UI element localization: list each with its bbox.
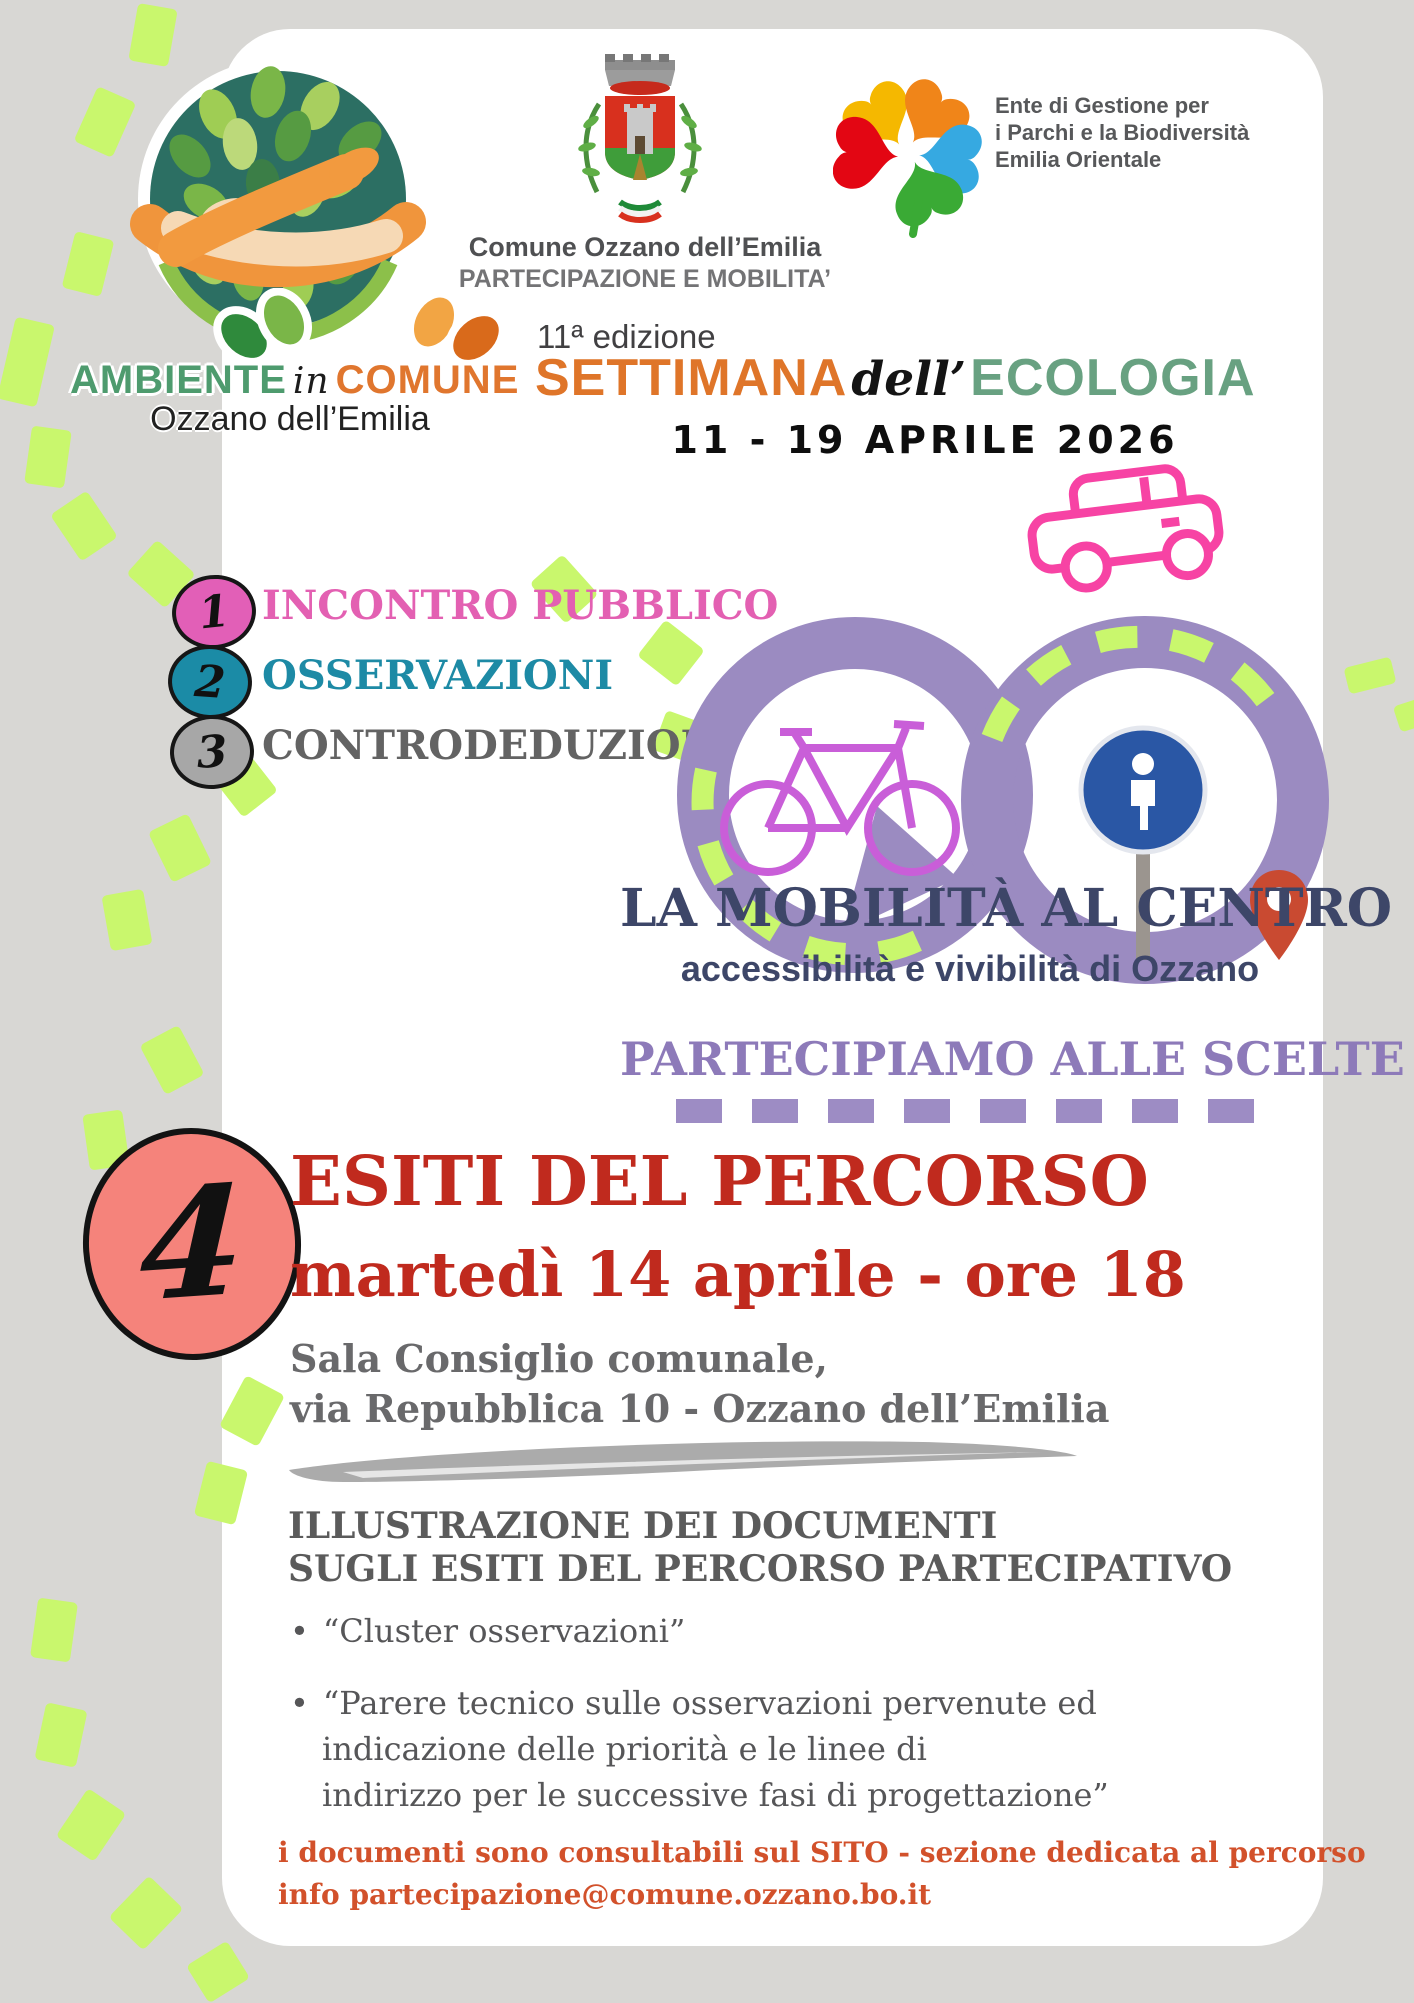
- step-4-number: 4: [136, 1151, 248, 1337]
- mobility-title: LA MOBILITÀ AL CENTRO: [620, 878, 1393, 939]
- parks-authority-name: [995, 92, 1315, 173]
- step-2-label: OSSERVAZIONI: [262, 652, 614, 699]
- parks-authority-clover-icon: [833, 58, 983, 238]
- path-dash: [148, 813, 212, 883]
- orange-leaf-pair-icon: [392, 288, 512, 368]
- path-dash: [1393, 694, 1414, 732]
- event-title: [535, 348, 1256, 408]
- footer-note: i documenti sono consultabili sul SITO - sezione dedicata al percorso: [278, 1836, 1366, 1869]
- bullet-item-2: [290, 1684, 1097, 1722]
- event-dates: 11 - 19 APRILE 2026: [671, 418, 1179, 462]
- mobility-subtitle: accessibilità e vivibilità di Ozzano: [680, 948, 1260, 989]
- step-3-label: CONTRODEDUZIONI: [262, 722, 736, 769]
- edition-label: 11ª edizione: [537, 318, 716, 355]
- parks-authority-line1: Ente di Gestione per: [995, 93, 1209, 118]
- path-dash: [74, 86, 137, 158]
- bullet-2-line3: indirizzo per le successive fasi di progettazione”: [322, 1776, 1109, 1814]
- mobility-infinity-graphic: [640, 450, 1350, 1100]
- docs-heading-line1: ILLUSTRAZIONE DEI DOCUMENTI: [288, 1505, 998, 1547]
- path-dash: [34, 1702, 87, 1767]
- brush-divider: [283, 1434, 1083, 1486]
- step-4-title: ESITI DEL PERCORSO: [290, 1142, 1149, 1222]
- path-dash: [30, 1598, 78, 1663]
- parks-authority-line3: Emilia Orientale: [995, 147, 1162, 172]
- step-1-label: INCONTRO PUBBLICO: [262, 582, 779, 629]
- mural-crown: [605, 54, 675, 95]
- comune-name: Comune Ozzano dell’Emilia: [468, 232, 822, 262]
- step-3-number: 3: [195, 725, 229, 779]
- footer-contact: info partecipazione@comune.ozzano.bo.it: [278, 1878, 932, 1911]
- bullet-item-1: [290, 1612, 685, 1650]
- venue-line2: via Repubblica 10 - Ozzano dell’Emilia: [290, 1386, 1110, 1431]
- event-title-word3: ECOLOGIA: [970, 349, 1256, 407]
- ambiente-logo-wordmark: [70, 358, 520, 403]
- docs-heading-line2: SUGLI ESITI DEL PERCORSO PARTECIPATIVO: [288, 1548, 1233, 1590]
- step-1-number: 1: [196, 585, 232, 639]
- step-4-datetime: martedì 14 aprile - ore 18: [290, 1238, 1186, 1311]
- venue-line1: Sala Consiglio comunale,: [290, 1336, 828, 1381]
- path-dash: [101, 889, 152, 951]
- bullet-2-line1: “Parere tecnico sulle osservazioni pervenute ed: [322, 1684, 1097, 1722]
- comune-crest-icon: [575, 52, 705, 232]
- shield: [605, 96, 675, 180]
- participation-slogan: PARTECIPIAMO ALLE SCELTE: [620, 1032, 1405, 1086]
- path-dash: [56, 1788, 127, 1862]
- event-title-word2: dell’: [851, 352, 967, 407]
- bullet-marker: •: [290, 1684, 309, 1722]
- bullet-2-line2: indicazione delle priorità e le linee di: [322, 1730, 927, 1768]
- comune-department: PARTECIPAZIONE E MOBILITA’: [458, 265, 832, 293]
- bullet-1-text: “Cluster osservazioni”: [322, 1612, 686, 1650]
- step-2-number: 2: [192, 655, 228, 709]
- path-dash: [186, 1941, 250, 2003]
- tricolor-ribbon: [620, 202, 660, 220]
- parks-authority-line2: i Parchi e la Biodiversità: [995, 120, 1250, 145]
- event-title-word1: SETTIMANA: [535, 349, 848, 407]
- green-leaf-pair-icon: [206, 288, 326, 368]
- ambiente-logo-subtitle: Ozzano dell’Emilia: [150, 400, 430, 438]
- path-dash: [1343, 657, 1396, 695]
- comune-word: COMUNE: [335, 358, 520, 402]
- path-dash: [24, 425, 72, 488]
- path-dash: [0, 317, 55, 408]
- path-dash: [62, 231, 115, 297]
- slogan-dashed-line: [676, 1098, 1256, 1124]
- in-word: in: [292, 361, 330, 402]
- ambiente-word: AMBIENTE: [70, 358, 287, 402]
- path-dash: [50, 490, 118, 561]
- bullet-marker: •: [290, 1612, 309, 1650]
- path-dash: [139, 1025, 204, 1095]
- car-icon: [1026, 463, 1224, 594]
- path-dash: [109, 1875, 184, 1950]
